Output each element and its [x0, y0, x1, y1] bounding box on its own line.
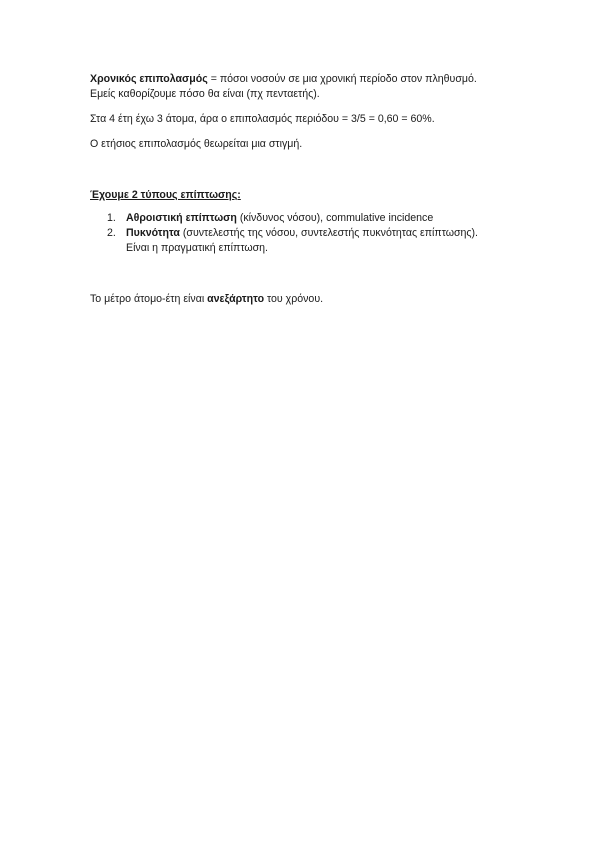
list-number: 2.	[107, 227, 116, 239]
list-item	[90, 226, 510, 256]
list-item	[90, 211, 510, 226]
document-body	[90, 72, 510, 307]
final-text-before: Το μέτρο άτομο-έτη είναι	[90, 293, 208, 305]
definition-text: = πόσοι νοσούν σε μια χρονική περίοδο στον πληθυσμό.	[207, 73, 477, 85]
paragraph-period-prevalence	[90, 72, 510, 102]
incidence-types-list	[90, 211, 510, 256]
definition-continuation: Εμείς καθορίζουμε πόσο θα είναι (πχ πενταετής).	[90, 88, 320, 100]
paragraph-person-years	[90, 292, 510, 307]
term-period-prevalence: Χρονικός επιπολασμός	[90, 73, 208, 85]
list-description-continuation: Είναι η πραγματική επίπτωση.	[126, 242, 269, 254]
final-text-after: του χρόνου.	[264, 293, 324, 305]
section-heading: Έχουμε 2 τύπους επίπτωσης:	[90, 189, 241, 201]
final-text-bold: ανεξάρτητο	[207, 293, 265, 305]
list-term: Πυκνότητα	[126, 227, 180, 239]
list-term: Αθροιστική επίπτωση	[126, 212, 237, 224]
list-description: (συντελεστής της νόσου, συντελεστής πυκνότητας επίπτωσης).	[179, 227, 479, 239]
paragraph-example: Στα 4 έτη έχω 3 άτομα, άρα ο επιπολασμός περιόδου = 3/5 = 0,60 = 60%.	[90, 113, 435, 125]
paragraph-annual-prevalence: Ο ετήσιος επιπολασμός θεωρείται μια στιγμή.	[90, 138, 303, 150]
list-number: 1.	[107, 212, 116, 224]
list-description: (κίνδυνος νόσου), commulative incidence	[236, 212, 434, 224]
